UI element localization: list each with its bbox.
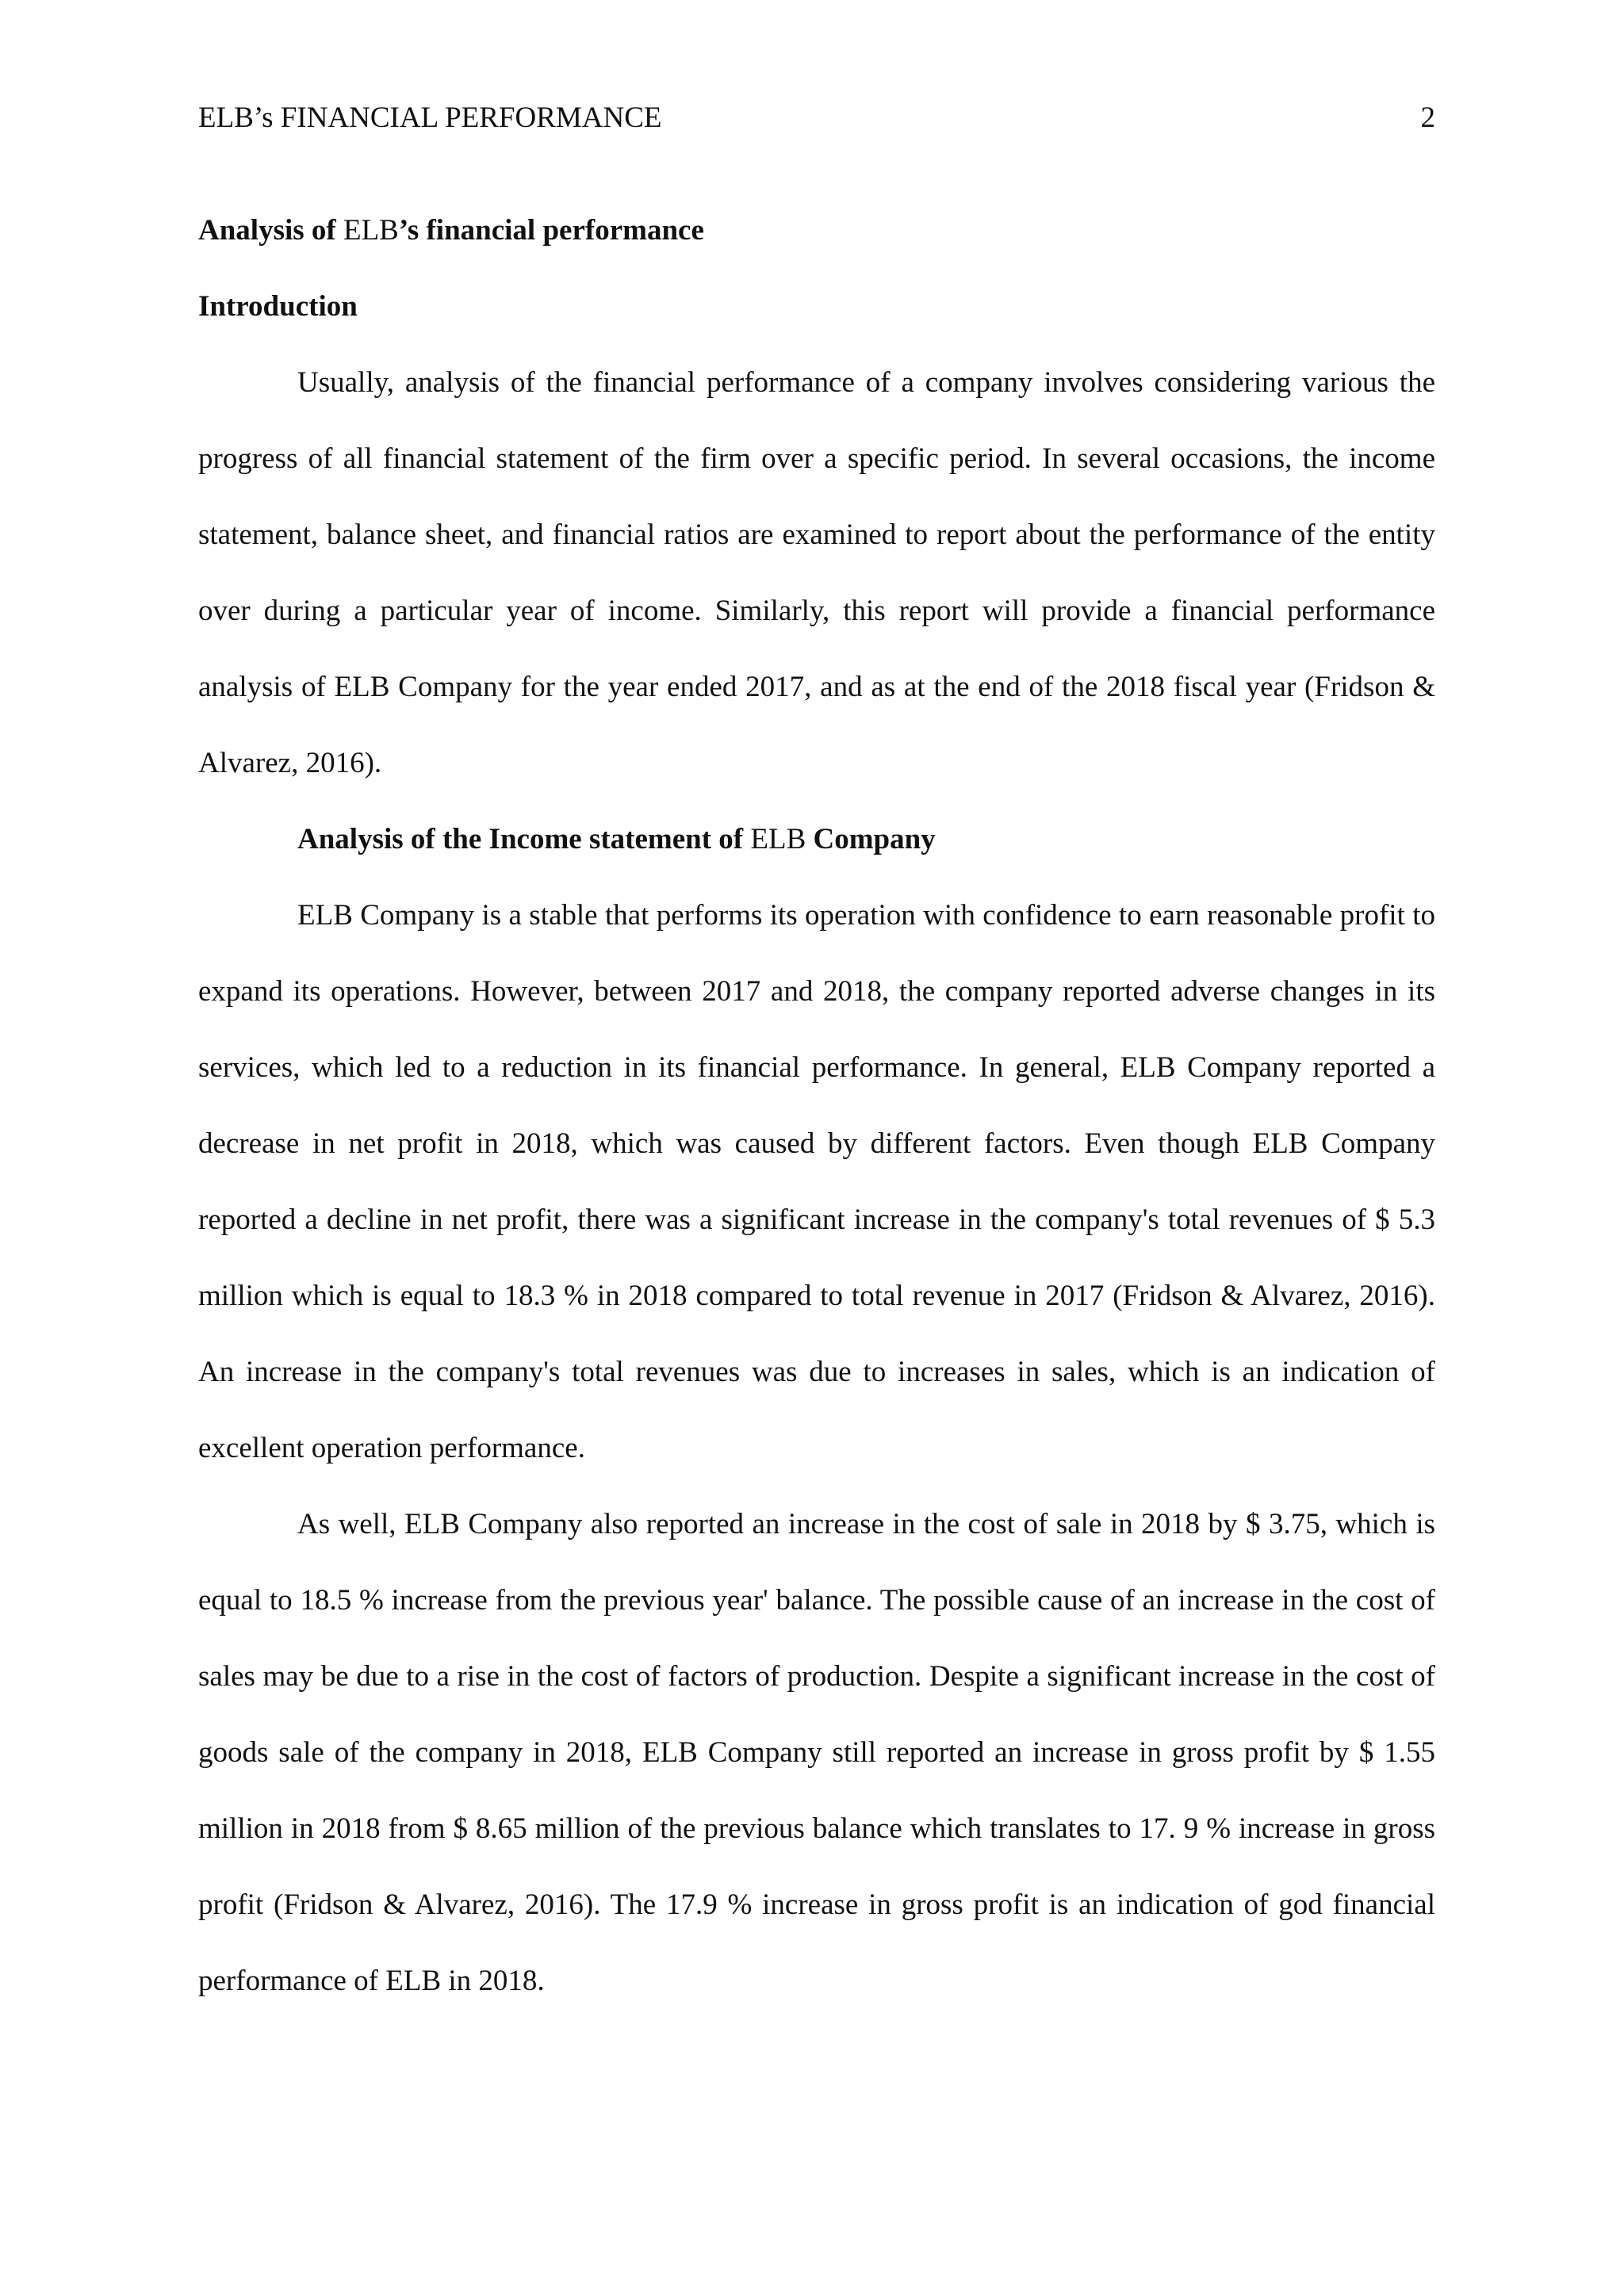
title-part-3: ’s financial performance [398, 214, 704, 247]
income-heading-part-3: Company [806, 823, 936, 855]
income-statement-paragraph-1: ELB Company is a stable that performs its operation with confidence to earn reasonable profit to expand its operations. However, between 2017 and 2018, the company reported adverse changes in its services, which led to a reduction in its financial performance. In general, ELB Company reported a decrease in net profit in 2018, which was caused by different factors. Even though ELB Company reported a decline in net profit, there was a significant increase in the company's total revenues of $ 5.3 million which is equal to 18.3 % in 2018 compared to total revenue in 2017 (Fridson & Alvarez, 2016). An increase in the company's total revenues was due to increases in sales, which is an indication of excellent operation performance. [198, 899, 1435, 1464]
income-statement-heading [198, 802, 1435, 878]
title-part-1: Analysis of [198, 214, 343, 247]
income-heading-part-1: Analysis of the Income statement of [297, 823, 751, 855]
running-head [198, 98, 1435, 138]
introduction-heading: Introduction [198, 290, 358, 323]
title-part-2: ELB [343, 214, 399, 247]
introduction-paragraph: Usually, analysis of the financial performance of a company involves considering various the progress of all financial statement of the firm over a specific period. In several occasions, the income statement, balance sheet, and financial ratios are examined to report about the performance of the entity over during a particular year of income. Similarly, this report will provide a financial performance analysis of ELB Company for the year ended 2017, and as at the end of the 2018 fiscal year (Fridson & Alvarez, 2016). [198, 366, 1435, 779]
document-title [198, 193, 1435, 269]
document-body [198, 193, 1435, 2019]
income-statement-paragraph-2: As well, ELB Company also reported an increase in the cost of sale in 2018 by $ 3.75, which is equal to 18.5 % increase from the previous year' balance. The possible cause of an increase in the cost of sales may be due to a rise in the cost of factors of production. Despite a significant increase in the cost of goods sale of the company in 2018, ELB Company still reported an increase in gross profit by $ 1.55 million in 2018 from $ 8.65 million of the previous balance which translates to 17. 9 % increase in gross profit (Fridson & Alvarez, 2016). The 17.9 % increase in gross profit is an indication of god financial performance of ELB in 2018. [198, 1508, 1435, 1997]
running-head-title: ELB’s FINANCIAL PERFORMANCE [198, 101, 662, 134]
page-number: 2 [1420, 101, 1435, 134]
income-heading-part-2: ELB [750, 823, 806, 855]
